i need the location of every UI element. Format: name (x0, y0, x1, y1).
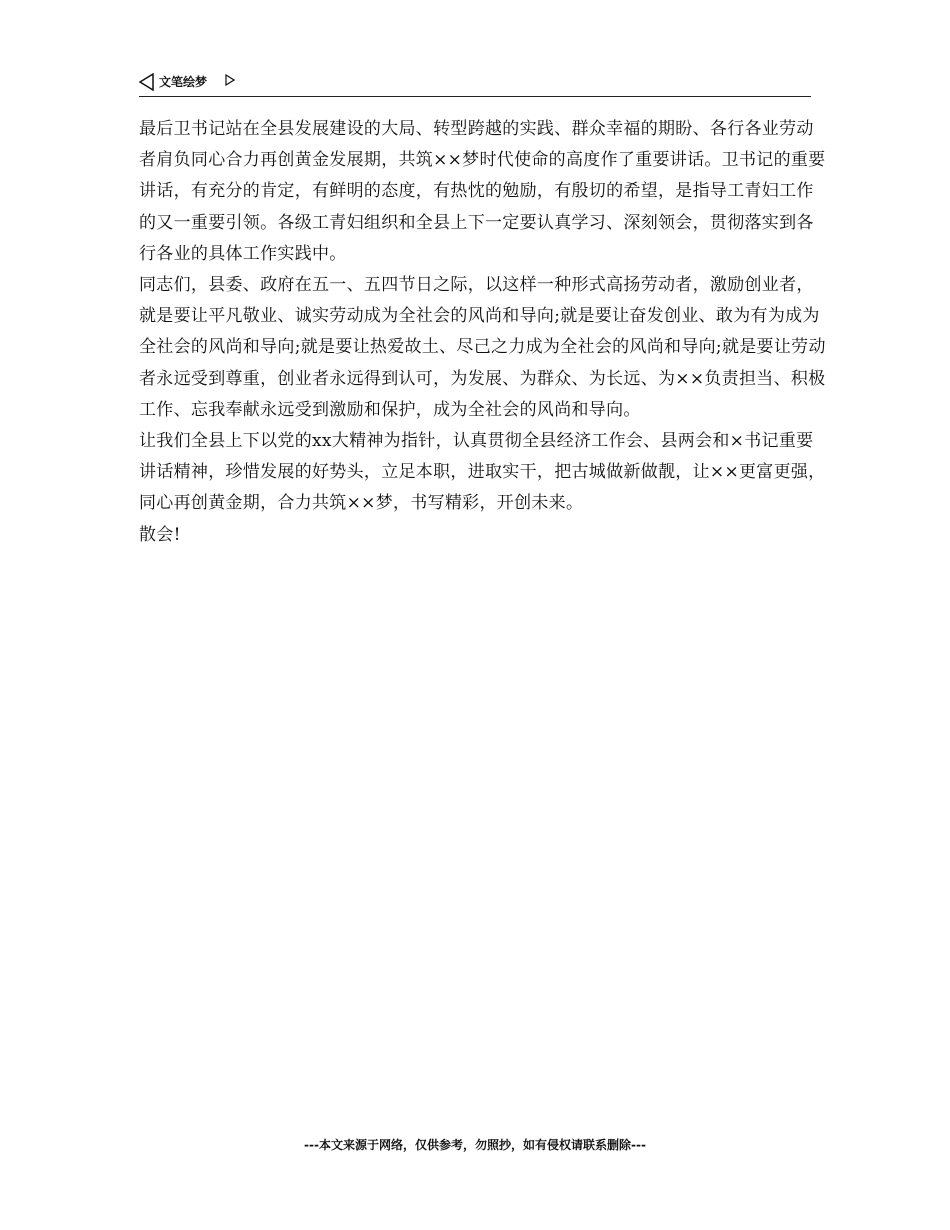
paragraph-1: 最后卫书记站在全县发展建设的大局、转型跨越的实践、群众幸福的期盼、各行各业劳动者肩负同心合力再创黄金发展期，共筑××梦时代使命的高度作了重要讲话。卫书记的重要讲话，有充分的肯定，有鲜明的态度，有热忱的勉励，有殷切的希望，是指导工青妇工作的又一重要引领。各级工青妇组织和全县上下一定要认真学习、深刻领会，贯彻落实到各行各业的具体工作实践中。 (139, 119, 826, 264)
page-footer: ---本文来源于网络，仅供参考，勿照抄，如有侵权请联系删除--- (304, 1138, 646, 1152)
paragraph-4: 散会! (139, 524, 181, 545)
paragraph-2: 同志们，县委、政府在五一、五四节日之际，以这样一种形式高扬劳动者，激励创业者，就是要让平凡敬业、诚实劳动成为全社会的风尚和导向;就是要让奋发创业、敢为有为成为全社会的风尚和导向;就是要让热爱故土、尽己之力成为全社会的风尚和导向;就是要让劳动者永远受到尊重，创业者永远得到认可，为发展、为群众、为长远、为××负责担当、积极工作、忘我奉献永远受到激励和保护，成为全社会的风尚和导向。 (139, 275, 826, 420)
document-body (139, 114, 829, 551)
paragraph-3: 让我们全县上下以党的xx大精神为指针，认真贯彻全县经济工作会、县两会和×书记重要讲话精神，珍惜发展的好势头，立足本职，进取实干，把古城做新做靓，让××更富更强，同心再创黄金期，合力共筑××梦，书写精彩，开创未来。 (139, 431, 826, 514)
header-title: 文笔绘梦 (159, 75, 208, 89)
page-header (139, 72, 811, 97)
left-triangle-icon (139, 73, 155, 91)
right-triangle-icon (225, 74, 235, 86)
